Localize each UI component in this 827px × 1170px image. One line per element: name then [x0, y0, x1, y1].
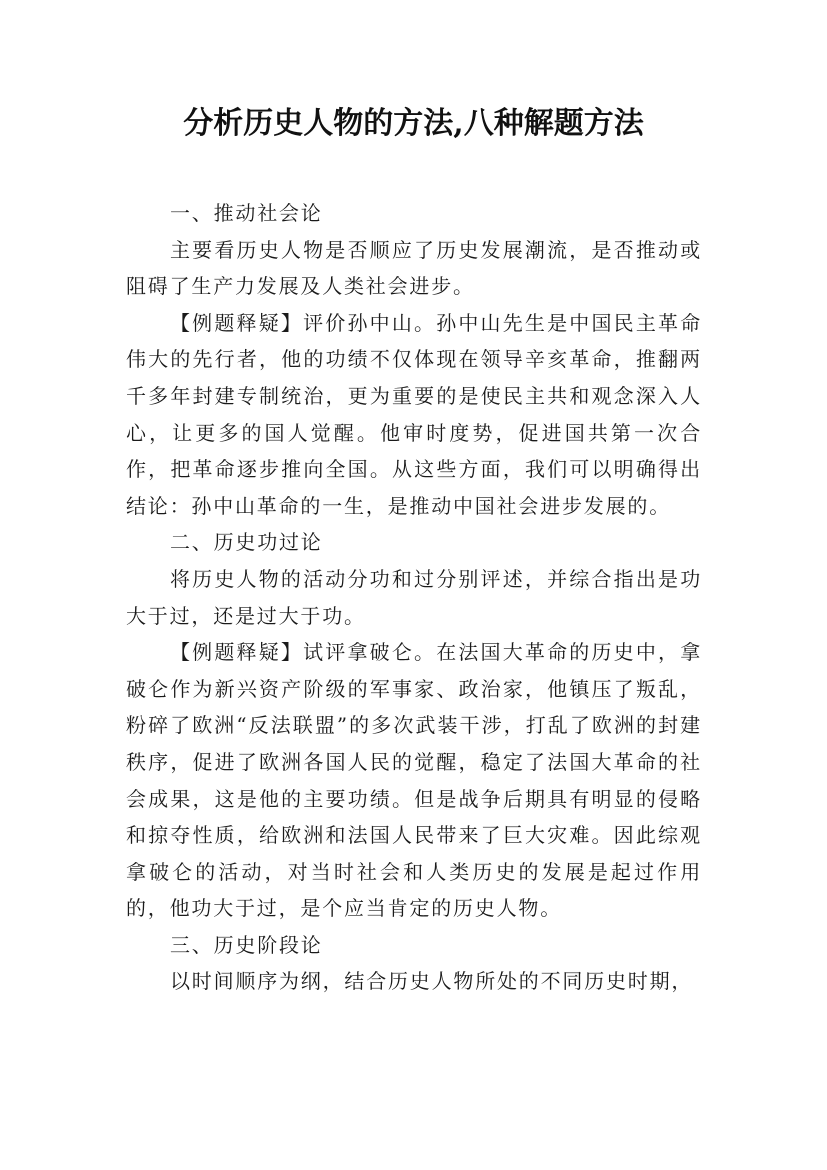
- paragraph-1: 主要看历史人物是否顺应了历史发展潮流，是否推动或阻碍了生产力发展及人类社会进步。: [126, 237, 702, 299]
- section-heading-3: 三、历史阶段论: [170, 932, 323, 957]
- section-heading-1: 一、推动社会论: [170, 201, 323, 225]
- document-body: [126, 195, 702, 1000]
- example-paragraph-1: 【例题释疑】评价孙中山。孙中山先生是中国民主革命伟大的先行者，他的功绩不仅体现在领导辛亥革命，推翻两千多年封建专制统治，更为重要的是使民主共和观念深入人心，让更多的国人觉醒。他审时度势，促进国共第一次合作，把革命逐步推向全国。从这些方面，我们可以明确得出结论：孙中山革命的一生，是推动中国社会进步发展的。: [126, 310, 702, 518]
- paragraph-2: 将历史人物的活动分功和过分别评述，并综合指出是功大于过，还是过大于功。: [126, 566, 702, 628]
- document-title: 分析历史人物的方法,八种解题方法: [183, 106, 644, 141]
- example-paragraph-2: 【例题释疑】试评拿破仑。在法国大革命的历史中，拿破仑作为新兴资产阶级的军事家、政治家，他镇压了叛乱，粉碎了欧洲“反法联盟”的多次武装干涉，打乱了欧洲的封建秩序，促进了欧洲各国人民的觉醒，稳定了法国大革命的社会成果，这是他的主要功绩。但是战争后期具有明显的侵略和掠夺性质，给欧洲和法国人民带来了巨大灾难。因此综观拿破仑的活动，对当时社会和人类历史的发展是起过作用的，他功大于过，是个应当肯定的历史人物。: [126, 640, 702, 921]
- paragraph-3: 以时间顺序为纲，结合历史人物所处的不同历史时期，: [170, 969, 694, 994]
- section-heading-2: 二、历史功过论: [170, 530, 323, 555]
